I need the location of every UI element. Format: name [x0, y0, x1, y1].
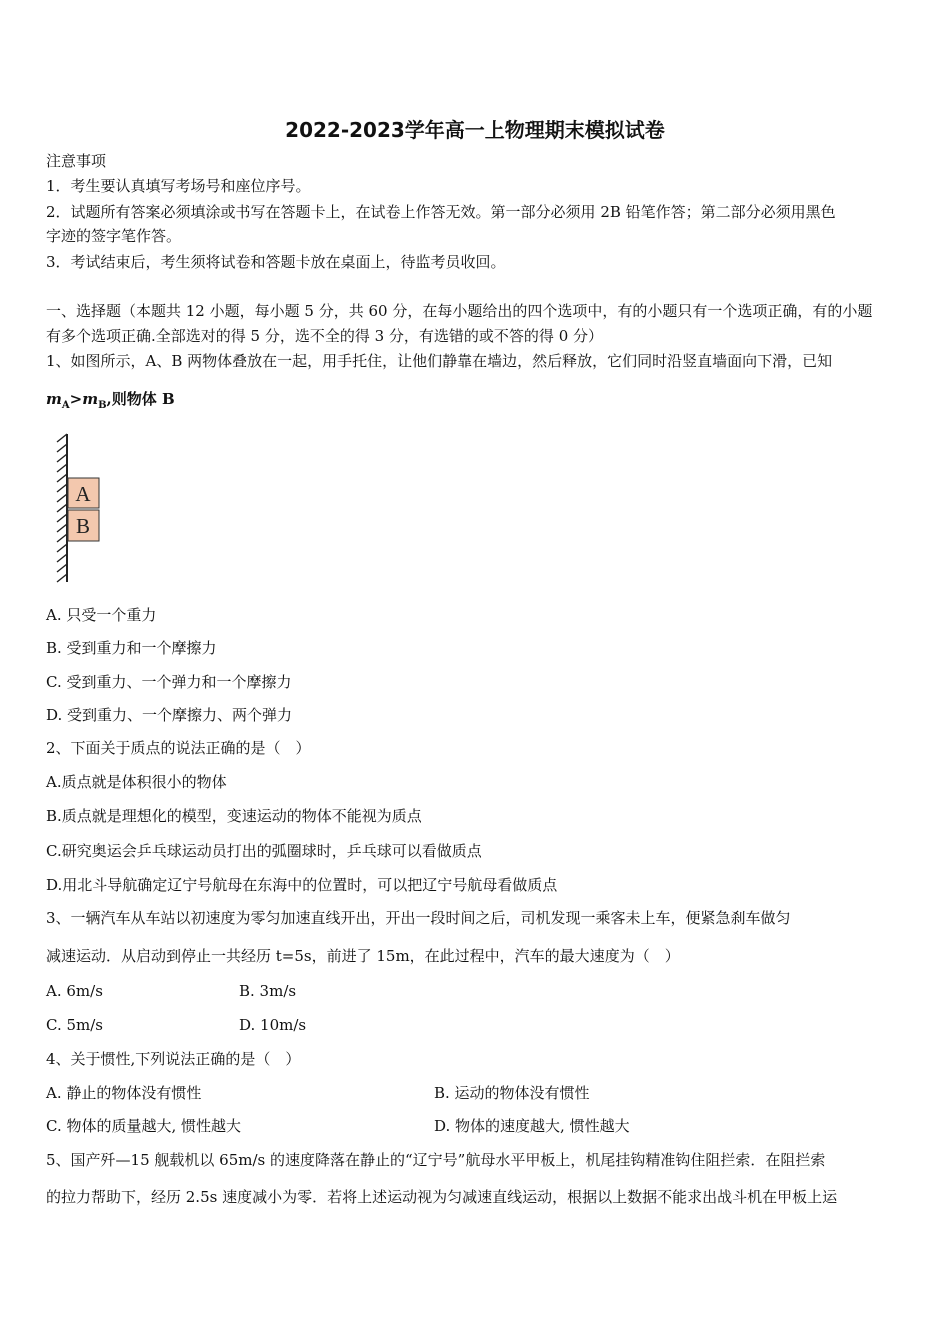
- q1-option-b: B. 受到重力和一个摩擦力: [46, 639, 217, 657]
- notice-item: 字迹的签字笔作答。: [46, 227, 182, 245]
- q2-option-a: A.质点就是体积很小的物体: [46, 773, 227, 791]
- q1-stem-cont: [46, 390, 175, 415]
- q2-option-b: B.质点就是理想化的模型，变速运动的物体不能视为质点: [46, 807, 422, 825]
- page-title: 2022-2023学年高一上物理期末模拟试卷: [285, 118, 665, 142]
- mass-a-symbol: m: [46, 390, 62, 408]
- q4-stem: 4、关于惯性,下列说法正确的是（ ）: [46, 1050, 301, 1068]
- q3-option-d: D. 10m/s: [239, 1016, 307, 1034]
- q1-option-d: D. 受到重力、一个摩擦力、两个弹力: [46, 706, 293, 724]
- notice-item: 2．试题所有答案必须填涂或书写在答题卡上，在试卷上作答无效。第一部分必须用 2B 铅笔作答；第二部分必须用黑色: [46, 203, 836, 221]
- block-b-label: B: [75, 514, 91, 538]
- q1-stem-tail: ,则物体 B: [106, 390, 175, 408]
- q1-option-c: C. 受到重力、一个弹力和一个摩擦力: [46, 673, 292, 691]
- q4-option-d: D. 物体的速度越大, 惯性越大: [434, 1117, 630, 1135]
- notice-item: 3．考试结束后，考生须将试卷和答题卡放在桌面上，待监考员收回。: [46, 253, 506, 271]
- q1-option-a: A. 只受一个重力: [46, 606, 157, 624]
- q3-option-a: A. 6m/s: [46, 982, 103, 1000]
- mass-b-symbol: m: [82, 390, 99, 408]
- wall-hatching: [57, 434, 67, 582]
- q3-stem-cont: 减速运动．从启动到停止一共经历 t=5s，前进了 15m，在此过程中，汽车的最大速度为（ ）: [46, 947, 680, 965]
- q1-stem: 1、如图所示，A、B 两物体叠放在一起，用手托住，让他们静靠在墙边，然后释放，它们同时沿竖直墙面向下滑，已知: [46, 352, 833, 370]
- q3-stem: 3、一辆汽车从车站以初速度为零匀加速直线开出，开出一段时间之后，司机发现一乘客未上车，便紧急刹车做匀: [46, 909, 791, 927]
- q1-wall-blocks-figure: [54, 432, 114, 584]
- q5-stem-cont: 的拉力帮助下，经历 2.5s 速度减小为零．若将上述运动视为匀减速直线运动，根据以上数据不能求出战斗机在甲板上运: [46, 1188, 838, 1206]
- q5-stem: 5、国产歼—15 舰载机以 65m/s 的速度降落在静止的“辽宁号”航母水平甲板上，机尾挂钩精准钩住阻拦索．在阻拦索: [46, 1151, 826, 1169]
- mass-a-subscript: A: [61, 400, 70, 411]
- q2-stem: 2、下面关于质点的说法正确的是（ ）: [46, 739, 311, 757]
- q3-option-b: B. 3m/s: [239, 982, 297, 1000]
- notice-item: 1．考生要认真填写考场号和座位序号。: [46, 177, 311, 195]
- q4-option-b: B. 运动的物体没有惯性: [434, 1084, 590, 1102]
- mass-b-subscript: B: [98, 400, 107, 411]
- greater-than-sign: >: [69, 390, 83, 408]
- notice-heading: 注意事项: [46, 152, 107, 170]
- q4-option-c: C. 物体的质量越大, 惯性越大: [46, 1117, 242, 1135]
- q3-option-c: C. 5m/s: [46, 1016, 103, 1034]
- q2-option-d: D.用北斗导航确定辽宁号航母在东海中的位置时，可以把辽宁号航母看做质点: [46, 876, 558, 894]
- q4-option-a: A. 静止的物体没有惯性: [46, 1084, 202, 1102]
- section-heading-cont: 有多个选项正确.全部选对的得 5 分，选不全的得 3 分，有选错的或不答的得 0 分）: [46, 327, 604, 345]
- section-heading: 一、选择题（本题共 12 小题，每小题 5 分，共 60 分，在每小题给出的四个选项中，有的小题只有一个选项正确，有的小题: [46, 302, 873, 320]
- q2-option-c: C.研究奥运会乒乓球运动员打出的弧圈球时，乒乓球可以看做质点: [46, 842, 482, 860]
- block-a-label: A: [75, 482, 91, 506]
